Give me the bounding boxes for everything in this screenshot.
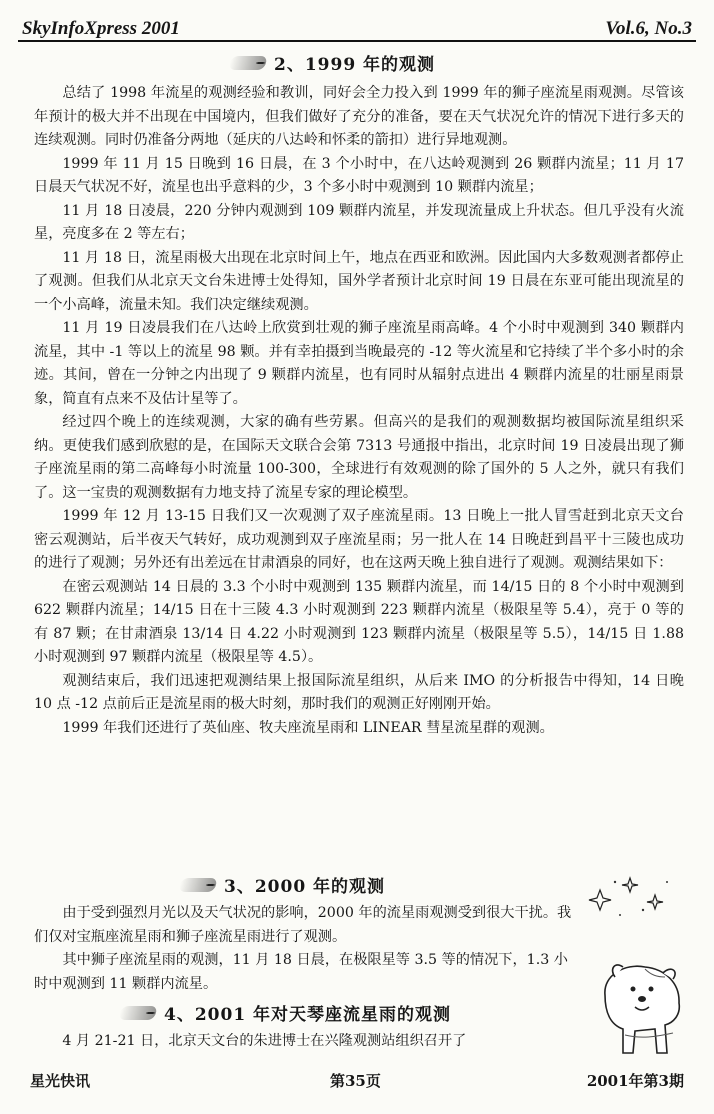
paragraph: 在密云观测站 14 日晨的 3.3 个小时中观测到 135 颗群内流星，而 14/15 日的 8 个小时中观测到 622 颗群内流星；14/15 日在十三陵 4.3 小时观测到 223 颗群内流星（极限星等 5.4），亮于 0 等的有 87 颗；在甘肃酒泉 13/14 日 4.22 小时观测到 123 颗群内流星（极限星等 5.5），14/15 日 1.88 小时观测到 97 颗群内流星（极限星等 4.5）。 xyxy=(34,578,684,665)
footer-publication: 星光快讯 xyxy=(30,1072,91,1090)
paragraph: 1999 年 12 月 13-15 日我们又一次观测了双子座流星雨。13 日晚上一批人冒雪赶到北京天文台密云观测站，后半夜天气转好，成功观测到双子座流星雨；另一批人在 14 日晚赶到昌平十三陵也成功的进行了观测；另外还有出差远在甘肃酒泉的同好，也在这两天晚上独自进行了观测。观测结果如下： xyxy=(34,508,684,571)
page-header xyxy=(18,10,696,42)
paragraph: 11 月 18 日凌晨，220 分钟内观测到 109 颗群内流星，并发现流量成上升状态。但几乎没有火流星，亮度多在 2 等左右； xyxy=(34,202,684,242)
section-body-2000 xyxy=(34,902,574,996)
section-title-text: 4、2001 年对天琴座流星雨的观测 xyxy=(164,1005,452,1025)
paragraph: 由于受到强烈月光以及天气状况的影响，2000 年的流星雨观测受到很大干扰。我们仅对宝瓶座流星雨和狮子座流星雨进行了观测。 xyxy=(34,905,572,945)
dog-illustration xyxy=(585,955,697,1060)
paragraph: 1999 年 11 月 15 日晚到 16 日晨，在 3 个小时中，在八达岭观测到 26 颗群内流星；11 月 17 日晨天气状况不好，流星也出乎意料的少，3 个多小时中观测到 10 颗群内流星； xyxy=(34,155,684,195)
paragraph: 11 月 18 日，流星雨极大出现在北京时间上午，地点在西亚和欧洲。因此国内大多数观测者都停止了观测。但我们从北京天文台朱进博士处得知，国外学者预计北京时间 19 日晨在东亚可能出现流星的一个小高峰，流量未知。我们决定继续观测。 xyxy=(34,249,684,313)
paragraph: 总结了 1998 年流星的观测经验和教训，同好会全力投入到 1999 年的狮子座流星雨观测。尽管该年预计的极大并不出现在中国境内，但我们做好了充分的准备，要在天气状况允许的情况下进行多天的连续观测。同时仍准备分两地（延庆的八达岭和怀柔的箭扣）进行异地观测。 xyxy=(34,85,684,148)
paragraph: 4 月 21-21 日，北京天文台的朱进博士在兴隆观测站组织召开了 xyxy=(62,1033,467,1049)
section-title-2000 xyxy=(180,872,385,897)
paragraph: 1999 年我们还进行了英仙座、牧夫座流星雨和 LINEAR 彗星流星群的观测。 xyxy=(62,719,554,736)
section-title-text: 3、2000 年的观测 xyxy=(224,877,386,897)
footer-issue: 2001年第3期 xyxy=(586,1072,684,1090)
comet-icon xyxy=(178,878,218,892)
paragraph: 其中狮子座流星雨的观测，11 月 18 日晨，在极限星等 3.5 等的情况下，1.3 小时中观测到 11 颗群内流星。 xyxy=(34,952,568,992)
journal-title: SkyInfoXpress 2001 xyxy=(22,18,180,39)
comet-icon xyxy=(228,56,268,70)
comet-icon xyxy=(118,1006,158,1020)
stars-decoration xyxy=(585,870,675,930)
section-title-2001 xyxy=(120,1000,451,1025)
section-title-1999 xyxy=(230,50,435,75)
volume-number: Vol.6, No.3 xyxy=(605,18,692,39)
paragraph: 11 月 19 日凌晨我们在八达岭上欣赏到壮观的狮子座流星雨高峰。4 个小时中观测到 340 颗群内流星，其中 -1 等以上的流星 98 颗。并有幸拍摄到当晚最亮的 -12 等火流星和它持续了半个多小时的余迹。其间，曾在一分钟之内出现了 9 颗群内流星，也有同时从辐射点进出 4 颗群内流星的壮丽星雨景象，简直有点来不及估计星等了。 xyxy=(34,320,684,407)
page-footer xyxy=(30,1070,684,1094)
section-title-text: 2、1999 年的观测 xyxy=(274,55,436,75)
footer-page-number: 第35页 xyxy=(330,1072,381,1090)
paragraph: 经过四个晚上的连续观测，大家的确有些劳累。但高兴的是我们的观测数据均被国际流星组织采纳。更使我们感到欣慰的是，在国际天文联合会第 7313 号通报中指出，北京时间 19 日凌晨出现了狮子座流星雨的第二高峰每小时流量 100-300，全球进行有效观测的除了国外的 5 人之外，就只有我们了。这一宝贵的观测数据有力地支持了流星专家的理论模型。 xyxy=(34,414,684,501)
section-body-1999 xyxy=(34,82,684,740)
section-body-2001 xyxy=(34,1030,574,1054)
paragraph: 观测结束后，我们迅速把观测结果上报国际流星组织，从后来 IMO 的分析报告中得知，14 日晚 10 点 -12 点前后正是流星雨的极大时刻，那时我们的观测正好刚刚开始。 xyxy=(34,672,684,712)
